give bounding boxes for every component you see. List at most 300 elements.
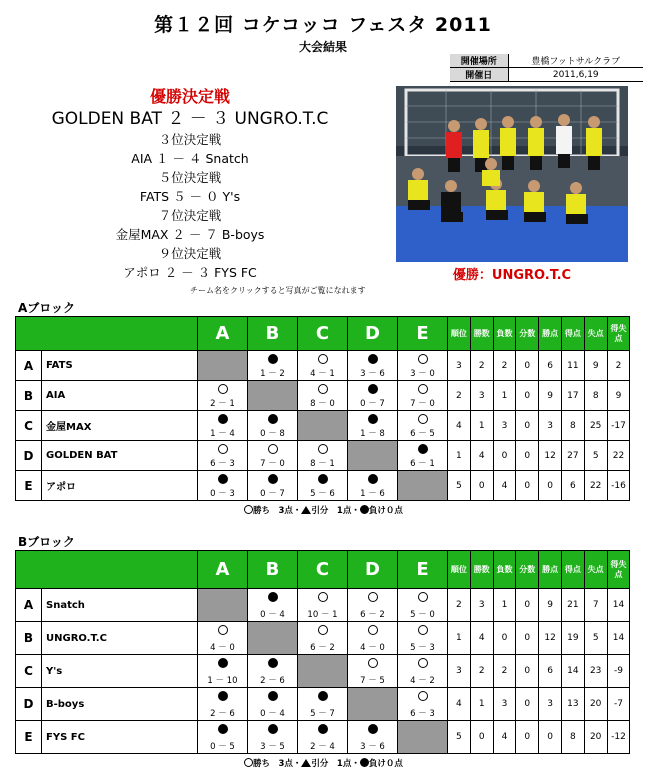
stat-value: 0 (516, 471, 539, 501)
lose-mark-icon (368, 384, 378, 394)
row-letter: E (16, 471, 42, 501)
team-name-link[interactable]: FATS (42, 351, 198, 381)
stat-value: 0 (539, 471, 562, 501)
stat-value: 1 (493, 381, 516, 411)
stat-header: 勝点 (539, 551, 562, 589)
match-score: 0 － 3 (210, 489, 235, 499)
match-score: 6 － 5 (410, 429, 435, 439)
column-header: E (398, 551, 448, 589)
match-cell (198, 622, 248, 655)
lose-mark-icon (218, 474, 228, 484)
stat-value: 0 (516, 351, 539, 381)
match-score: 5 － 3 (410, 643, 435, 653)
stat-value: 17 (561, 381, 584, 411)
stat-value: 11 (561, 351, 584, 381)
stat-header: 失点 (584, 317, 607, 351)
stat-value: 2 (607, 351, 630, 381)
stat-value: 4 (448, 688, 471, 721)
column-header: D (348, 317, 398, 351)
column-header: D (348, 551, 398, 589)
stat-value: 0 (516, 688, 539, 721)
self-match-cell (198, 351, 248, 381)
match-score: 0 － 4 (260, 610, 285, 620)
match-score: 6 － 2 (310, 643, 335, 653)
win-mark-icon (368, 658, 378, 668)
stat-value: 5 (448, 721, 471, 754)
page-title: 第１２回 コケコッコ フェスタ 2011 (154, 14, 492, 36)
stat-value: 3 (470, 589, 493, 622)
placement-line: FATS ５ － ０ Y's (139, 189, 241, 204)
header-empty (16, 551, 198, 589)
team-name-link[interactable]: FYS FC (42, 721, 198, 754)
match-score: 1 － 2 (260, 369, 285, 379)
match-score: 5 － 6 (310, 489, 335, 499)
match-cell (348, 411, 398, 441)
lose-circle-icon (360, 505, 369, 514)
match-score: 1 － 4 (210, 429, 235, 439)
stat-value: 5 (584, 441, 607, 471)
match-cell (198, 721, 248, 754)
table-row (16, 471, 630, 501)
stat-value: 6 (539, 351, 562, 381)
row-letter: A (16, 351, 42, 381)
stat-value: 8 (584, 381, 607, 411)
stat-header: 得失点 (607, 317, 630, 351)
row-letter: B (16, 381, 42, 411)
match-score: 3 － 0 (410, 369, 435, 379)
lose-mark-icon (218, 658, 228, 668)
stat-value: 22 (607, 441, 630, 471)
block-a-title: Aブロック (18, 301, 76, 315)
match-cell (398, 381, 448, 411)
match-cell (248, 411, 298, 441)
match-score: 4 － 0 (210, 643, 235, 653)
match-cell (198, 655, 248, 688)
self-match-cell (398, 471, 448, 501)
stat-value: -16 (607, 471, 630, 501)
win-mark-icon (318, 384, 328, 394)
table-row (16, 411, 630, 441)
win-mark-icon (318, 625, 328, 635)
legend-win: 勝ち 3点・ (253, 506, 302, 516)
match-score: 7 － 5 (360, 676, 385, 686)
stat-value: 1 (470, 688, 493, 721)
match-cell (298, 471, 348, 501)
stat-value: 0 (470, 471, 493, 501)
match-score: 4 － 0 (360, 643, 385, 653)
table-row (16, 381, 630, 411)
team-photo-illustration (396, 86, 628, 262)
match-score: 6 － 3 (410, 709, 435, 719)
column-header: B (248, 551, 298, 589)
venue-label: 開催場所 (450, 54, 508, 68)
match-cell (248, 589, 298, 622)
stat-value: 2 (448, 381, 471, 411)
stat-value: 0 (493, 441, 516, 471)
self-match-cell (248, 622, 298, 655)
stat-value: 3 (470, 381, 493, 411)
stat-value: 19 (561, 622, 584, 655)
stat-value: 0 (516, 622, 539, 655)
win-mark-icon (418, 592, 428, 602)
stat-value: 6 (539, 655, 562, 688)
block-a-table (15, 316, 630, 501)
stat-value: 4 (493, 471, 516, 501)
block-b-table (15, 550, 630, 754)
stat-value: 9 (584, 351, 607, 381)
row-letter: D (16, 688, 42, 721)
final-results (20, 86, 360, 282)
win-mark-icon (318, 444, 328, 454)
lose-mark-icon (368, 414, 378, 424)
stat-value: 25 (584, 411, 607, 441)
match-cell (348, 655, 398, 688)
stat-value: -17 (607, 411, 630, 441)
team-name-link[interactable]: B-boys (42, 688, 198, 721)
row-letter: B (16, 622, 42, 655)
match-score: 0 － 7 (260, 489, 285, 499)
venue-value: 豊橋フットサルクラブ (508, 54, 643, 68)
stat-value: 2 (448, 589, 471, 622)
match-score: 4 － 2 (410, 676, 435, 686)
match-score: 5 － 0 (410, 610, 435, 620)
stat-value: 14 (607, 589, 630, 622)
row-letter: C (16, 655, 42, 688)
stat-value: 3 (493, 411, 516, 441)
match-score: 1 － 10 (207, 676, 238, 686)
match-cell (348, 589, 398, 622)
legend-draw: 引分 1点・ (311, 506, 360, 516)
win-mark-icon (368, 625, 378, 635)
match-cell (298, 622, 348, 655)
legend-win: 勝ち 3点・ (253, 759, 302, 769)
stat-header: 順位 (448, 551, 471, 589)
stat-header: 分数 (516, 551, 539, 589)
team-name-link[interactable]: AIA (42, 381, 198, 411)
match-score: 3 － 6 (360, 369, 385, 379)
lose-mark-icon (318, 691, 328, 701)
lose-mark-icon (268, 658, 278, 668)
stat-value: 9 (539, 381, 562, 411)
column-header: B (248, 317, 298, 351)
stat-value: 21 (561, 589, 584, 622)
stat-value: 2 (470, 655, 493, 688)
column-header: A (198, 551, 248, 589)
win-mark-icon (318, 592, 328, 602)
match-score: 5 － 7 (310, 709, 335, 719)
stat-value: 0 (516, 589, 539, 622)
win-mark-icon (368, 592, 378, 602)
match-score: 3 － 6 (360, 742, 385, 752)
match-score: 6 － 2 (360, 610, 385, 620)
team-name-link[interactable]: Y's (42, 655, 198, 688)
lose-mark-icon (268, 474, 278, 484)
stat-value: 1 (493, 589, 516, 622)
match-cell (198, 411, 248, 441)
lose-mark-icon (368, 474, 378, 484)
match-cell (198, 688, 248, 721)
lose-mark-icon (218, 724, 228, 734)
stat-value: 1 (448, 441, 471, 471)
stat-value: 2 (470, 351, 493, 381)
stat-value: -7 (607, 688, 630, 721)
stat-value: 3 (493, 688, 516, 721)
stat-value: -9 (607, 655, 630, 688)
stat-value: 3 (539, 688, 562, 721)
match-cell (248, 441, 298, 471)
placement-line: ９位決定戦 (158, 246, 222, 261)
self-match-cell (248, 381, 298, 411)
stat-value: 2 (493, 655, 516, 688)
page-subtitle: 大会結果 (298, 40, 347, 54)
team-photo (396, 86, 628, 262)
lose-mark-icon (318, 474, 328, 484)
table-row (16, 721, 630, 754)
stat-header: 得失点 (607, 551, 630, 589)
match-cell (398, 441, 448, 471)
self-match-cell (298, 655, 348, 688)
row-letter: C (16, 411, 42, 441)
lose-mark-icon (368, 724, 378, 734)
row-letter: A (16, 589, 42, 622)
stat-value: 4 (470, 441, 493, 471)
win-mark-icon (418, 414, 428, 424)
stat-value: 14 (607, 622, 630, 655)
final-match: GOLDEN BAT ２ － ３ UNGRO.T.C (51, 109, 329, 129)
lose-mark-icon (268, 724, 278, 734)
stat-value: 20 (584, 688, 607, 721)
date-value: 2011,6,19 (508, 68, 643, 82)
stat-value: 4 (470, 622, 493, 655)
team-name-link[interactable]: 金屋MAX (42, 411, 198, 441)
table-row (16, 589, 630, 622)
lose-circle-icon (360, 758, 369, 767)
stat-value: 0 (516, 381, 539, 411)
self-match-cell (298, 411, 348, 441)
stat-value: 3 (448, 351, 471, 381)
match-cell (298, 441, 348, 471)
win-mark-icon (218, 384, 228, 394)
match-score: 6 － 3 (210, 459, 235, 469)
match-score: 2 － 1 (210, 399, 235, 409)
row-letter: D (16, 441, 42, 471)
championship-heading: 優勝決定戦 (149, 87, 230, 106)
row-letter: E (16, 721, 42, 754)
match-score: 2 － 6 (260, 676, 285, 686)
win-mark-icon (318, 354, 328, 364)
match-cell (298, 721, 348, 754)
block-b-legend (244, 757, 403, 769)
column-header: E (398, 317, 448, 351)
stat-value: 27 (561, 441, 584, 471)
match-score: 2 － 4 (310, 742, 335, 752)
self-match-cell (348, 688, 398, 721)
table-row (16, 622, 630, 655)
team-name-link[interactable]: UNGRO.T.C (42, 622, 198, 655)
match-score: 0 － 4 (260, 709, 285, 719)
win-mark-icon (418, 625, 428, 635)
stat-value: 2 (493, 351, 516, 381)
stat-value: -12 (607, 721, 630, 754)
match-cell (348, 471, 398, 501)
stat-value: 23 (584, 655, 607, 688)
match-score: 1 － 6 (360, 489, 385, 499)
table-row (16, 688, 630, 721)
match-score: 7 － 0 (260, 459, 285, 469)
self-match-cell (348, 441, 398, 471)
stat-value: 0 (539, 721, 562, 754)
match-score: 7 － 0 (410, 399, 435, 409)
stat-value: 7 (584, 589, 607, 622)
lose-mark-icon (268, 592, 278, 602)
match-score: 6 － 1 (410, 459, 435, 469)
stat-value: 3 (539, 411, 562, 441)
stat-value: 5 (448, 471, 471, 501)
block-b-title: Bブロック (18, 535, 75, 549)
self-match-cell (398, 721, 448, 754)
match-cell (248, 471, 298, 501)
match-cell (398, 589, 448, 622)
match-cell (298, 381, 348, 411)
legend-lose: 負け０点 (368, 759, 403, 769)
placement-line: アポロ ２ － ３ FYS FC (123, 265, 257, 280)
match-score: 2 － 6 (210, 709, 235, 719)
stat-value: 9 (607, 381, 630, 411)
lose-mark-icon (218, 691, 228, 701)
match-score: 0 － 5 (210, 742, 235, 752)
stat-header: 勝数 (470, 551, 493, 589)
stat-value: 0 (516, 411, 539, 441)
match-cell (298, 589, 348, 622)
stat-value: 1 (470, 411, 493, 441)
legend-draw: 引分 1点・ (311, 759, 360, 769)
win-mark-icon (218, 444, 228, 454)
stat-value: 0 (516, 655, 539, 688)
stat-header: 順位 (448, 317, 471, 351)
match-cell (398, 622, 448, 655)
win-mark-icon (218, 625, 228, 635)
table-row (16, 655, 630, 688)
team-name-link[interactable]: アポロ (42, 471, 198, 501)
lose-mark-icon (268, 691, 278, 701)
lose-mark-icon (318, 724, 328, 734)
match-score: 3 － 5 (260, 742, 285, 752)
match-cell (248, 351, 298, 381)
stat-value: 0 (493, 622, 516, 655)
match-cell (348, 351, 398, 381)
win-mark-icon (418, 384, 428, 394)
match-cell (248, 655, 298, 688)
match-score: 10 － 1 (307, 610, 338, 620)
stat-header: 得点 (561, 317, 584, 351)
date-label: 開催日 (450, 68, 508, 82)
lose-mark-icon (418, 444, 428, 454)
stat-value: 14 (561, 655, 584, 688)
match-score: 1 － 8 (360, 429, 385, 439)
stat-value: 22 (584, 471, 607, 501)
placement-line: ７位決定戦 (158, 208, 222, 223)
match-score: 8 － 1 (310, 459, 335, 469)
win-mark-icon (418, 354, 428, 364)
match-score: 4 － 1 (310, 369, 335, 379)
stat-header: 分数 (516, 317, 539, 351)
match-cell (348, 721, 398, 754)
stat-header: 勝点 (539, 317, 562, 351)
column-header: C (298, 317, 348, 351)
win-mark-icon (418, 658, 428, 668)
stat-value: 1 (448, 622, 471, 655)
stat-value: 0 (470, 721, 493, 754)
click-note: チーム名をクリックすると写真がご覧になれます (190, 286, 366, 295)
match-cell (198, 441, 248, 471)
match-cell (198, 381, 248, 411)
team-name-link[interactable]: Snatch (42, 589, 198, 622)
stat-value: 8 (561, 411, 584, 441)
match-cell (198, 471, 248, 501)
match-cell (298, 351, 348, 381)
win-circle-icon (244, 505, 253, 514)
stat-header: 負数 (493, 551, 516, 589)
stat-header: 失点 (584, 551, 607, 589)
match-score: 8 － 0 (310, 399, 335, 409)
match-score: 0 － 7 (360, 399, 385, 409)
match-cell (348, 622, 398, 655)
stat-value: 8 (561, 721, 584, 754)
stat-value: 3 (448, 655, 471, 688)
match-cell (398, 411, 448, 441)
stat-value: 4 (448, 411, 471, 441)
winner-label: 優勝：UNGRO.T.C (452, 268, 572, 283)
match-cell (248, 721, 298, 754)
stat-header: 勝数 (470, 317, 493, 351)
lose-mark-icon (218, 414, 228, 424)
draw-triangle-icon (301, 759, 311, 767)
lose-mark-icon (268, 414, 278, 424)
match-cell (398, 351, 448, 381)
header-empty (16, 317, 198, 351)
table-row (16, 351, 630, 381)
event-info-table (450, 54, 643, 82)
win-mark-icon (268, 444, 278, 454)
table-row (16, 441, 630, 471)
stat-value: 13 (561, 688, 584, 721)
block-a-legend (244, 504, 403, 516)
draw-triangle-icon (301, 506, 311, 514)
stat-value: 0 (516, 721, 539, 754)
stat-header: 負数 (493, 317, 516, 351)
match-cell (398, 655, 448, 688)
win-mark-icon (418, 691, 428, 701)
stat-value: 4 (493, 721, 516, 754)
stat-value: 5 (584, 622, 607, 655)
column-header: C (298, 551, 348, 589)
stat-header: 得点 (561, 551, 584, 589)
placement-line: ５位決定戦 (158, 170, 222, 185)
stat-value: 9 (539, 589, 562, 622)
self-match-cell (198, 589, 248, 622)
match-cell (248, 688, 298, 721)
stat-value: 0 (516, 441, 539, 471)
match-score: 0 － 8 (260, 429, 285, 439)
stat-value: 12 (539, 622, 562, 655)
lose-mark-icon (368, 354, 378, 364)
lose-mark-icon (268, 354, 278, 364)
placement-line: ３位決定戦 (158, 132, 222, 147)
team-name-link[interactable]: GOLDEN BAT (42, 441, 198, 471)
stat-value: 6 (561, 471, 584, 501)
match-cell (298, 688, 348, 721)
column-header: A (198, 317, 248, 351)
